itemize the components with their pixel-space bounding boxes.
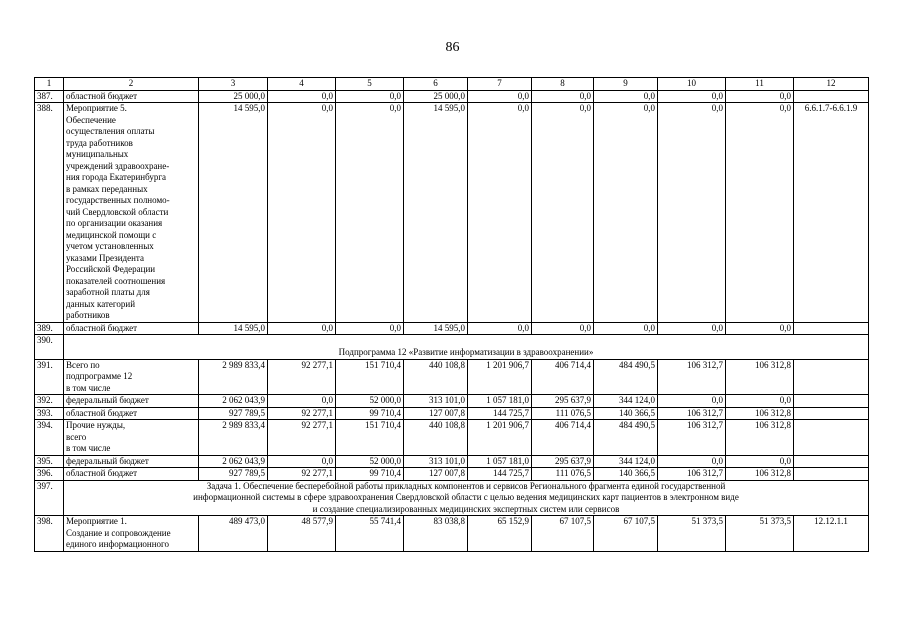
task-title-cell: Задача 1. Обеспечение бесперебойной работы прикладных компонентов и сервисов Регионального фрагмента единой государственной информационной системы в сфере здравоохранения Свердловской области с целью ведения медицинских карт пациентов в электронном виде и создание специализированных медицинских экспертных систем или сервисов [64, 480, 869, 516]
value-cell: 0,0 [468, 322, 532, 335]
value-cell: 0,0 [594, 90, 658, 103]
row-name-cell: Мероприятие 1. Создание и сопровождение единого информационного [64, 516, 199, 552]
value-cell: 0,0 [726, 395, 794, 408]
column-header: 10 [658, 78, 726, 91]
value-cell: 51 373,5 [726, 516, 794, 552]
table-row [35, 322, 869, 335]
row-name-cell: Прочие нужды, всего в том числе [64, 420, 199, 456]
value-cell: 106 312,8 [726, 468, 794, 481]
value-cell: 106 312,7 [658, 407, 726, 420]
column-header: 9 [594, 78, 658, 91]
value-cell: 2 062 043,9 [199, 455, 268, 468]
value-cell: 83 038,8 [404, 516, 468, 552]
row-name-cell: Мероприятие 5. Обеспечение осуществления оплаты труда работников муниципальных учреждений здравоохране- ния города Екатеринбурга в рамках переданных государственных полномо- чий Свердловской области по организации оказания медицинской помощи с учетом установленных указами Президента Российской Федерации показателей соотношения заработной платы для данных категорий работников [64, 103, 199, 323]
value-cell: 92 277,1 [268, 420, 336, 456]
value-cell: 1 201 906,7 [468, 359, 532, 395]
value-cell: 1 057 181,0 [468, 455, 532, 468]
table-row [35, 420, 869, 456]
value-cell: 484 490,5 [594, 359, 658, 395]
value-cell: 0,0 [268, 455, 336, 468]
value-cell: 0,0 [726, 103, 794, 323]
value-cell: 127 007,8 [404, 468, 468, 481]
value-cell: 2 989 833,4 [199, 359, 268, 395]
value-cell: 0,0 [658, 322, 726, 335]
value-cell: 0,0 [594, 103, 658, 323]
value-cell: 52 000,0 [336, 455, 404, 468]
value-cell: 927 789,5 [199, 407, 268, 420]
value-cell: 144 725,7 [468, 407, 532, 420]
code-cell [794, 468, 869, 481]
row-name-cell: областной бюджет [64, 322, 199, 335]
value-cell: 927 789,5 [199, 468, 268, 481]
row-number-cell: 389. [35, 322, 64, 335]
value-cell: 0,0 [594, 322, 658, 335]
row-number-cell: 395. [35, 455, 64, 468]
value-cell: 0,0 [268, 322, 336, 335]
value-cell: 313 101,0 [404, 395, 468, 408]
value-cell: 48 577,9 [268, 516, 336, 552]
value-cell: 127 007,8 [404, 407, 468, 420]
column-header: 1 [35, 78, 64, 91]
table-row [35, 455, 869, 468]
value-cell: 111 076,5 [532, 407, 594, 420]
value-cell: 0,0 [726, 90, 794, 103]
row-name-cell: федеральный бюджет [64, 455, 199, 468]
value-cell: 14 595,0 [404, 322, 468, 335]
value-cell: 67 107,5 [594, 516, 658, 552]
table-row [35, 407, 869, 420]
value-cell: 140 366,5 [594, 468, 658, 481]
value-cell: 2 062 043,9 [199, 395, 268, 408]
value-cell: 0,0 [268, 90, 336, 103]
value-cell: 0,0 [658, 455, 726, 468]
value-cell: 484 490,5 [594, 420, 658, 456]
table-row [35, 103, 869, 323]
value-cell: 51 373,5 [658, 516, 726, 552]
column-header: 11 [726, 78, 794, 91]
value-cell: 25 000,0 [404, 90, 468, 103]
column-header: 12 [794, 78, 869, 91]
value-cell: 0,0 [658, 103, 726, 323]
value-cell: 313 101,0 [404, 455, 468, 468]
row-name-cell: Всего по подпрограмме 12 в том числе [64, 359, 199, 395]
value-cell: 92 277,1 [268, 468, 336, 481]
header-row [35, 78, 869, 91]
value-cell: 406 714,4 [532, 420, 594, 456]
value-cell: 2 989 833,4 [199, 420, 268, 456]
row-name-cell: областной бюджет [64, 468, 199, 481]
value-cell: 106 312,7 [658, 468, 726, 481]
code-cell [794, 90, 869, 103]
value-cell: 55 741,4 [336, 516, 404, 552]
value-cell: 144 725,7 [468, 468, 532, 481]
value-cell: 99 710,4 [336, 407, 404, 420]
value-cell: 0,0 [468, 90, 532, 103]
value-cell: 14 595,0 [199, 103, 268, 323]
column-header: 2 [64, 78, 199, 91]
value-cell: 65 152,9 [468, 516, 532, 552]
value-cell: 14 595,0 [404, 103, 468, 323]
value-cell: 295 637,9 [532, 395, 594, 408]
value-cell: 1 201 906,7 [468, 420, 532, 456]
code-cell [794, 420, 869, 456]
value-cell: 440 108,8 [404, 420, 468, 456]
value-cell: 106 312,8 [726, 407, 794, 420]
value-cell: 1 057 181,0 [468, 395, 532, 408]
row-number-cell: 390. [35, 335, 64, 360]
value-cell: 140 366,5 [594, 407, 658, 420]
column-header: 3 [199, 78, 268, 91]
value-cell: 151 710,4 [336, 359, 404, 395]
row-number-cell: 392. [35, 395, 64, 408]
value-cell: 0,0 [532, 322, 594, 335]
row-name-cell: федеральный бюджет [64, 395, 199, 408]
value-cell: 0,0 [268, 103, 336, 323]
row-number-cell: 391. [35, 359, 64, 395]
code-cell [794, 395, 869, 408]
value-cell: 106 312,7 [658, 420, 726, 456]
table-row [35, 516, 869, 552]
value-cell: 106 312,8 [726, 420, 794, 456]
column-header: 8 [532, 78, 594, 91]
column-header: 7 [468, 78, 532, 91]
table-row [35, 395, 869, 408]
value-cell: 25 000,0 [199, 90, 268, 103]
code-cell [794, 359, 869, 395]
value-cell: 0,0 [532, 103, 594, 323]
value-cell: 151 710,4 [336, 420, 404, 456]
value-cell: 106 312,7 [658, 359, 726, 395]
value-cell: 0,0 [658, 395, 726, 408]
subprogram-title-cell: Подпрограмма 12 «Развитие информатизации в здравоохранении» [64, 335, 869, 360]
row-number-cell: 387. [35, 90, 64, 103]
table-row [35, 90, 869, 103]
code-cell: 6.6.1.7-6.6.1.9 [794, 103, 869, 323]
row-number-cell: 398. [35, 516, 64, 552]
value-cell: 111 076,5 [532, 468, 594, 481]
value-cell: 0,0 [336, 322, 404, 335]
value-cell: 344 124,0 [594, 395, 658, 408]
column-header: 6 [404, 78, 468, 91]
value-cell: 0,0 [726, 322, 794, 335]
row-number-cell: 393. [35, 407, 64, 420]
column-header: 5 [336, 78, 404, 91]
row-name-cell: областной бюджет [64, 407, 199, 420]
value-cell: 489 473,0 [199, 516, 268, 552]
value-cell: 0,0 [658, 90, 726, 103]
code-cell [794, 322, 869, 335]
value-cell: 52 000,0 [336, 395, 404, 408]
row-name-cell: областной бюджет [64, 90, 199, 103]
value-cell: 0,0 [268, 395, 336, 408]
value-cell: 0,0 [726, 455, 794, 468]
value-cell: 106 312,8 [726, 359, 794, 395]
value-cell: 67 107,5 [532, 516, 594, 552]
value-cell: 406 714,4 [532, 359, 594, 395]
row-number-cell: 396. [35, 468, 64, 481]
column-header: 4 [268, 78, 336, 91]
table-row [35, 335, 869, 360]
value-cell: 92 277,1 [268, 407, 336, 420]
code-cell: 12.12.1.1 [794, 516, 869, 552]
table-row [35, 480, 869, 516]
row-number-cell: 397. [35, 480, 64, 516]
code-cell [794, 455, 869, 468]
table-row [35, 359, 869, 395]
page-number: 86 [445, 40, 460, 55]
row-number-cell: 388. [35, 103, 64, 323]
value-cell: 344 124,0 [594, 455, 658, 468]
table-row [35, 468, 869, 481]
value-cell: 14 595,0 [199, 322, 268, 335]
value-cell: 0,0 [532, 90, 594, 103]
value-cell: 0,0 [336, 90, 404, 103]
value-cell: 0,0 [468, 103, 532, 323]
code-cell [794, 407, 869, 420]
value-cell: 295 637,9 [532, 455, 594, 468]
value-cell: 99 710,4 [336, 468, 404, 481]
value-cell: 0,0 [336, 103, 404, 323]
budget-table [34, 77, 869, 552]
value-cell: 92 277,1 [268, 359, 336, 395]
row-number-cell: 394. [35, 420, 64, 456]
value-cell: 440 108,8 [404, 359, 468, 395]
